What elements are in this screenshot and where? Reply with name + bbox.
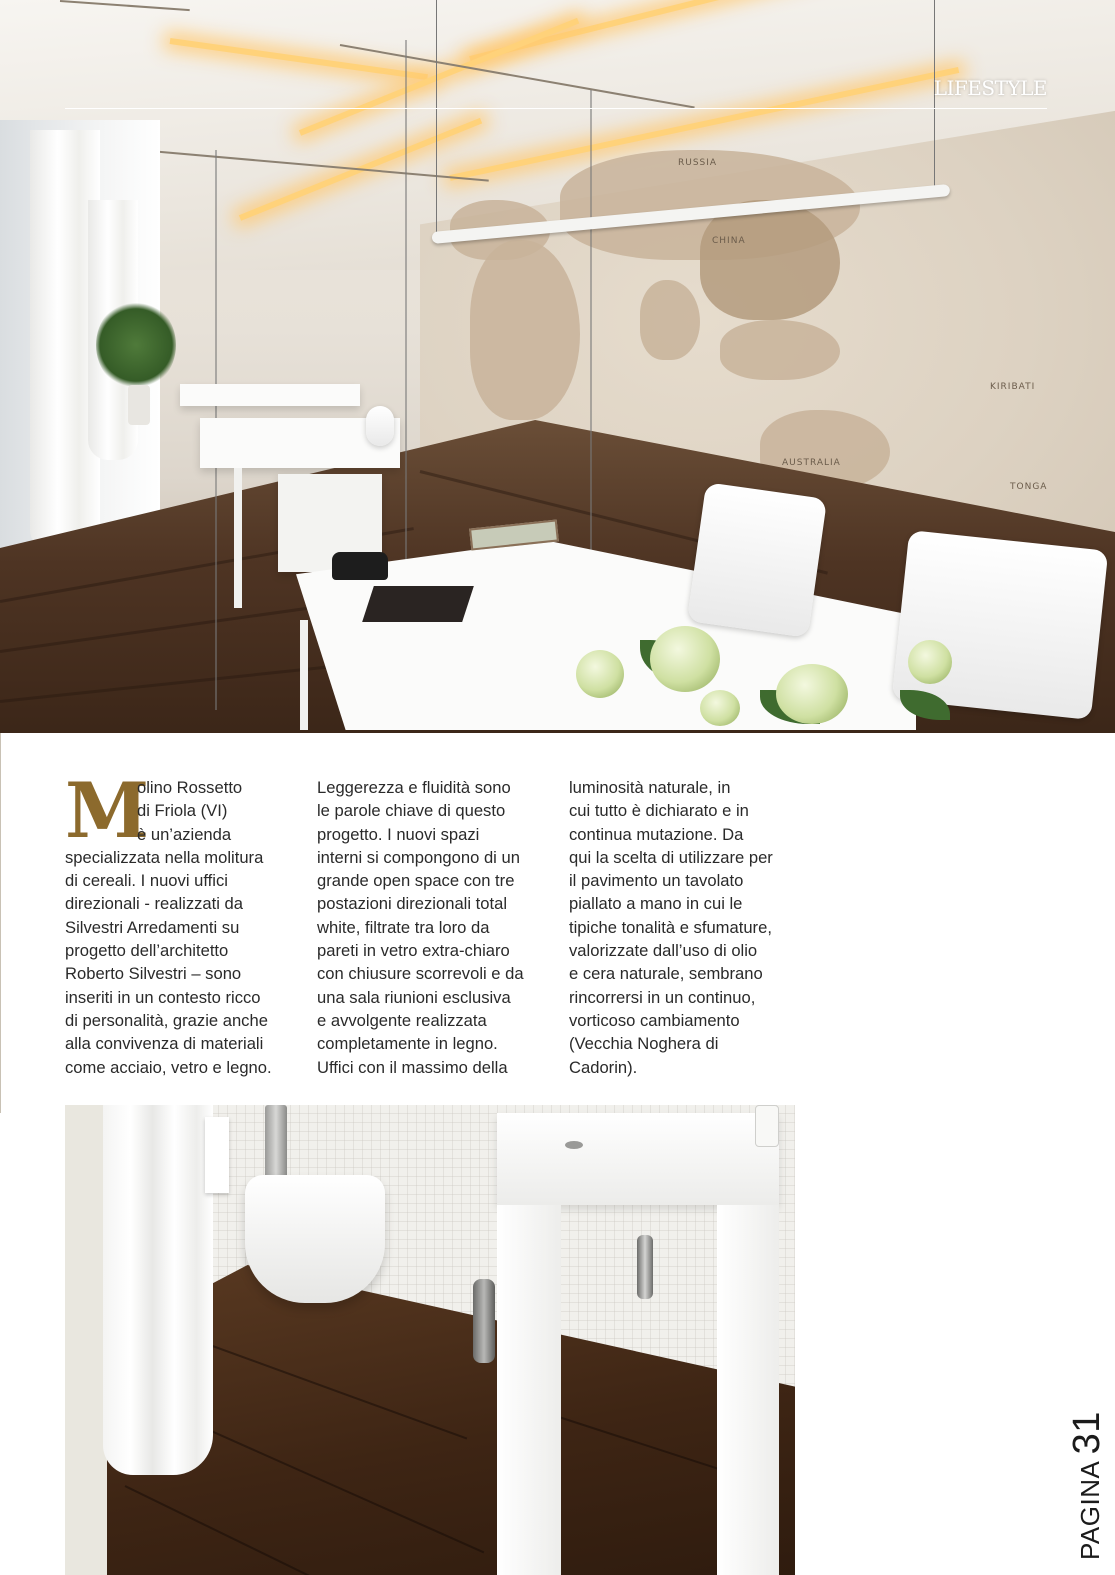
article-column-2 bbox=[317, 776, 549, 1079]
text-line: progetto dell’architetto bbox=[65, 941, 229, 961]
text-line: alla convivenza di materiali bbox=[65, 1034, 264, 1054]
text-line: rincorrersi in un continuo, bbox=[569, 987, 756, 1007]
text-line: di Friola (VI) bbox=[137, 801, 228, 821]
hero-office-photo bbox=[0, 0, 1115, 733]
text-line: come acciaio, vetro e legno. bbox=[65, 1057, 272, 1077]
potted-plant bbox=[96, 300, 176, 390]
header-rule bbox=[65, 108, 1047, 109]
office-chair bbox=[687, 482, 827, 638]
sink-pipe bbox=[637, 1235, 653, 1299]
flower bbox=[700, 690, 740, 726]
page-label: PAGINA bbox=[1075, 1462, 1105, 1560]
text-line: di cereali. I nuovi uffici bbox=[65, 871, 228, 891]
text-line: postazioni direzionali total bbox=[317, 894, 508, 914]
back-desk bbox=[180, 384, 360, 406]
text-line: valorizzate dall’uso di olio bbox=[569, 941, 758, 961]
flower bbox=[776, 664, 848, 724]
section-label: LIFESTYLE bbox=[933, 76, 1047, 100]
text-line: il pavimento un tavolato bbox=[569, 871, 744, 891]
text-line: è un’azienda bbox=[137, 824, 232, 844]
soap-dispenser bbox=[755, 1105, 779, 1147]
map-india bbox=[640, 280, 700, 360]
text-line: grande open space con tre bbox=[317, 871, 515, 891]
text-line: tipiche tonalità e sfumature, bbox=[569, 917, 772, 937]
map-label-australia: AUSTRALIA bbox=[782, 458, 841, 468]
office-chair bbox=[366, 406, 394, 446]
sink-basin bbox=[497, 1113, 779, 1205]
text-line: con chiusure scorrevoli e da bbox=[317, 964, 524, 984]
text-line: e cera naturale, sembrano bbox=[569, 964, 763, 984]
text-line: interni si compongono di un bbox=[317, 847, 520, 867]
text-line: luminosità naturale, in bbox=[569, 778, 731, 797]
desk-mat bbox=[362, 586, 474, 622]
plant-pot bbox=[128, 385, 150, 425]
telephone bbox=[332, 552, 388, 580]
text-line: completamente in legno. bbox=[317, 1034, 498, 1054]
lamp-wire bbox=[436, 0, 437, 236]
flower bbox=[576, 650, 624, 698]
text-line: olino Rossetto bbox=[137, 778, 243, 797]
text-line: qui la scelta di utilizzare per bbox=[569, 847, 773, 867]
flower bbox=[908, 640, 952, 684]
text-line: di personalità, grazie anche bbox=[65, 1010, 268, 1030]
text-line: una sala riunioni esclusiva bbox=[317, 987, 511, 1007]
curtain bbox=[103, 1105, 213, 1475]
article-column-1 bbox=[65, 766, 297, 1079]
page-number bbox=[1066, 1411, 1109, 1560]
map-label-kiribati: KIRIBATI bbox=[990, 382, 1036, 392]
text-line: Silvestri Arredamenti su bbox=[65, 917, 240, 937]
glass-partition bbox=[590, 90, 592, 550]
sink-leg bbox=[497, 1205, 561, 1575]
text-line: piallato a mano in cui le bbox=[569, 894, 743, 914]
map-label-russia: RUSSIA bbox=[678, 158, 718, 168]
text-line: inseriti in un contesto ricco bbox=[65, 987, 261, 1007]
map-asia bbox=[700, 200, 840, 320]
tile-column bbox=[65, 1105, 107, 1575]
text-line: cui tutto è dichiarato e in bbox=[569, 801, 749, 821]
text-line: e avvolgente realizzata bbox=[317, 1010, 487, 1030]
text-line: vorticoso cambiamento bbox=[569, 1010, 740, 1030]
desk-leg bbox=[234, 468, 242, 608]
article-column-3 bbox=[569, 776, 801, 1079]
text-line: pareti in vetro extra-chiaro bbox=[317, 941, 510, 961]
drop-cap: M bbox=[65, 766, 150, 855]
text-line: Cadorin). bbox=[569, 1057, 638, 1077]
sink-leg bbox=[717, 1205, 779, 1575]
flower bbox=[650, 626, 720, 692]
text-line: continua mutazione. Da bbox=[569, 824, 744, 844]
bathroom-photo bbox=[65, 1105, 795, 1575]
text-line: direzionali - realizzati da bbox=[65, 894, 244, 914]
map-southeast-asia bbox=[720, 320, 840, 380]
waste-bin bbox=[473, 1279, 495, 1363]
map-label-china: CHINA bbox=[712, 236, 746, 246]
desk-leg bbox=[300, 620, 308, 730]
text-line: specializzata nella molitura bbox=[65, 847, 264, 867]
text-line: Leggerezza e fluidità sono bbox=[317, 778, 511, 797]
map-label-tonga: TONGA bbox=[1010, 482, 1048, 492]
toilet-paper-roll bbox=[205, 1117, 229, 1193]
sink-drain bbox=[565, 1141, 583, 1149]
text-line: (Vecchia Noghera di bbox=[569, 1034, 719, 1054]
article-body bbox=[65, 766, 795, 1086]
text-line: Uffici con il massimo della bbox=[317, 1057, 508, 1077]
page-number-value: 31 bbox=[1066, 1411, 1108, 1455]
text-line: le parole chiave di questo bbox=[317, 801, 506, 821]
wall-hung-toilet bbox=[245, 1175, 385, 1303]
page-edge-rule bbox=[0, 733, 1, 1113]
text-line: white, filtrate tra loro da bbox=[317, 917, 490, 937]
text-line: progetto. I nuovi spazi bbox=[317, 824, 480, 844]
text-line: Roberto Silvestri – sono bbox=[65, 964, 242, 984]
